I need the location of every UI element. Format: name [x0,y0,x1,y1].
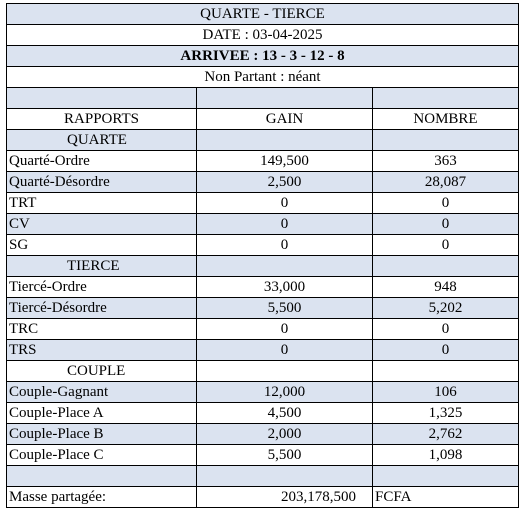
gain-value: 12,000 [197,382,373,403]
section-header-row [7,361,519,382]
bet-type-label: TRC [7,319,197,340]
gain-value: 0 [197,235,373,256]
winners-count: 0 [373,214,519,235]
bet-type-label: CV [7,214,197,235]
race-date: DATE : 03-04-2025 [7,25,519,46]
bet-type-label: TRS [7,340,197,361]
table-row [7,382,519,403]
section-title: TIERCE [7,256,197,277]
column-header-nombre: NOMBRE [373,109,519,130]
table-row [7,445,519,466]
table-row [7,172,519,193]
winners-count: 0 [373,235,519,256]
winners-count: 0 [373,193,519,214]
non-partant: Non Partant : néant [7,67,519,88]
gain-value: 149,500 [197,151,373,172]
empty-cell [197,361,373,382]
winners-count: 0 [373,319,519,340]
bet-type-label: Tiercé-Désordre [7,298,197,319]
currency-unit: FCFA [373,487,519,508]
winners-count: 363 [373,151,519,172]
empty-cell [197,130,373,151]
column-header-rapports: RAPPORTS [7,109,197,130]
spacer-row [7,88,519,109]
footer-row [7,487,519,508]
empty-cell [373,466,519,487]
empty-cell [197,466,373,487]
section-title: QUARTE [7,130,197,151]
column-header-gain: GAIN [197,109,373,130]
section-header-row [7,130,519,151]
winners-count: 0 [373,340,519,361]
gain-value: 0 [197,340,373,361]
table-row [7,235,519,256]
empty-cell [373,130,519,151]
section-title: COUPLE [7,361,197,382]
gain-value: 0 [197,319,373,340]
table-row [7,319,519,340]
gain-value: 33,000 [197,277,373,298]
empty-cell [197,256,373,277]
gain-value: 2,000 [197,424,373,445]
winners-count: 948 [373,277,519,298]
winners-count: 2,762 [373,424,519,445]
arrival-order: ARRIVEE : 13 - 3 - 12 - 8 [7,46,519,67]
empty-cell [7,466,197,487]
table-row [7,424,519,445]
winners-count: 28,087 [373,172,519,193]
gain-value: 0 [197,214,373,235]
winners-count: 5,202 [373,298,519,319]
section-header-row [7,256,519,277]
bet-type-label: Quarté-Ordre [7,151,197,172]
winners-count: 1,325 [373,403,519,424]
table-row [7,214,519,235]
winners-count: 1,098 [373,445,519,466]
masse-partagee-value: 203,178,500 [197,487,373,508]
gain-value: 0 [197,193,373,214]
results-table [6,3,519,508]
empty-cell [373,361,519,382]
report-title: QUARTE - TIERCE [7,4,519,25]
empty-cell [373,256,519,277]
bet-type-label: Tiercé-Ordre [7,277,197,298]
bet-type-label: SG [7,235,197,256]
bet-type-label: Couple-Place A [7,403,197,424]
bet-type-label: Couple-Place B [7,424,197,445]
table-row [7,151,519,172]
bet-type-label: Couple-Gagnant [7,382,197,403]
masse-partagee-label: Masse partagée: [7,487,197,508]
table-row [7,193,519,214]
gain-value: 5,500 [197,445,373,466]
gain-value: 4,500 [197,403,373,424]
winners-count: 106 [373,382,519,403]
gain-value: 5,500 [197,298,373,319]
table-row [7,340,519,361]
gain-value: 2,500 [197,172,373,193]
table-row [7,403,519,424]
table-row [7,298,519,319]
bet-type-label: Quarté-Désordre [7,172,197,193]
spacer-row [7,466,519,487]
table-row [7,277,519,298]
column-header-row [7,109,519,130]
bet-type-label: TRT [7,193,197,214]
bet-type-label: Couple-Place C [7,445,197,466]
